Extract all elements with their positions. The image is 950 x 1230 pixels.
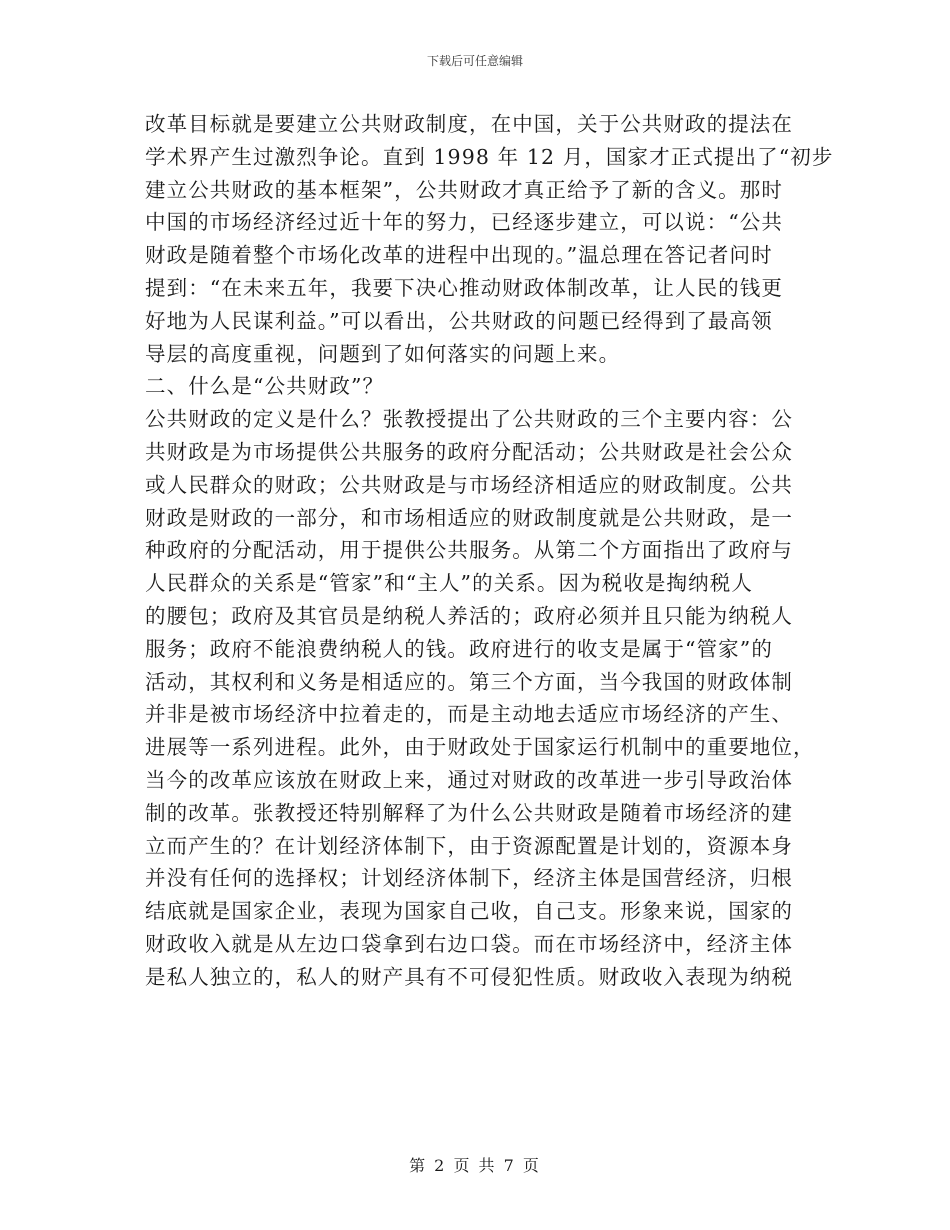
section-heading: 二、什么是“公共财政”？ (145, 374, 385, 399)
text-line: 并没有任何的选择权；计划经济体制下，经济主体是国营经济，归根 (145, 866, 793, 891)
text-line: 种政府的分配活动，用于提供公共服务。从第二个方面指出了政府与 (145, 538, 793, 563)
text-line: 服务；政府不能浪费纳税人的钱。政府进行的收支是属于“管家”的 (145, 636, 773, 661)
text-line: 改革目标就是要建立公共财政制度，在中国，关于公共财政的提法在 (145, 112, 793, 136)
text-line: 或人民群众的财政；公共财政是与市场经济相适应的财政制度。公共 (145, 472, 793, 497)
text-line: 的腰包；政府及其官员是纳税人养活的；政府必须并且只能为纳税人 (145, 603, 793, 628)
text-line: 公共财政的定义是什么？张教授提出了公共财政的三个主要内容：公 (145, 407, 793, 432)
text-line: 财政是财政的一部分，和市场相适应的财政制度就是公共财政，是一 (145, 505, 793, 530)
text-line: 人民群众的关系是“管家”和“主人”的关系。因为税收是掏纳税人 (145, 571, 753, 596)
text-line: 并非是被市场经济中拉着走的，而是主动地去适应市场经济的产生、 (145, 702, 793, 727)
body-text (145, 108, 834, 994)
text-line: 立而产生的？在计划经济体制下，由于资源配置是计划的，资源本身 (145, 833, 793, 858)
text-line: 是私人独立的，私人的财产具有不可侵犯性质。财政收入表现为纳税 (145, 964, 793, 989)
text-line: 进展等一系列进程。此外，由于财政处于国家运行机制中的重要地位， (145, 735, 815, 760)
page-header: 下载后可任意编辑 (426, 54, 523, 68)
text-line: 活动，其权利和义务是相适应的。第三个方面，当今我国的财政体制 (145, 669, 793, 694)
text-line: 提到：“在未来五年，我要下决心推动财政体制改革，让人民的钱更 (145, 275, 783, 300)
text-line: 共财政是为市场提供公共服务的政府分配活动；公共财政是社会公众 (145, 439, 793, 464)
text-line: 建立公共财政的基本框架”，公共财政才真正给予了新的含义。那时 (145, 177, 783, 202)
text-line: 导层的高度重视，问题到了如何落实的问题上来。 (145, 341, 621, 366)
text-line: 财政是随着整个市场化改革的进程中出现的。”温总理在答记者问时 (145, 243, 773, 268)
text-line: 结底就是国家企业，表现为国家自己收，自己支。形象来说，国家的 (145, 899, 793, 924)
text-line: 好地为人民谋利益。”可以看出，公共财政的问题已经得到了最高领 (145, 308, 773, 333)
page-number-footer: 第 2 页 共 7 页 (409, 1156, 541, 1175)
text-line: 制的改革。张教授还特别解释了为什么公共财政是随着市场经济的建 (145, 800, 793, 825)
text-line: 学术界产生过激烈争论。直到 1998 年 12 月，国家才正式提出了“初步 (145, 144, 834, 169)
text-line: 财政收入就是从左边口袋拿到右边口袋。而在市场经济中，经济主体 (145, 931, 793, 956)
text-line: 中国的市场经济经过近十年的努力，已经逐步建立，可以说：“公共 (145, 210, 783, 235)
text-line: 当今的改革应该放在财政上来，通过对财政的改革进一步引导政治体 (145, 767, 793, 792)
